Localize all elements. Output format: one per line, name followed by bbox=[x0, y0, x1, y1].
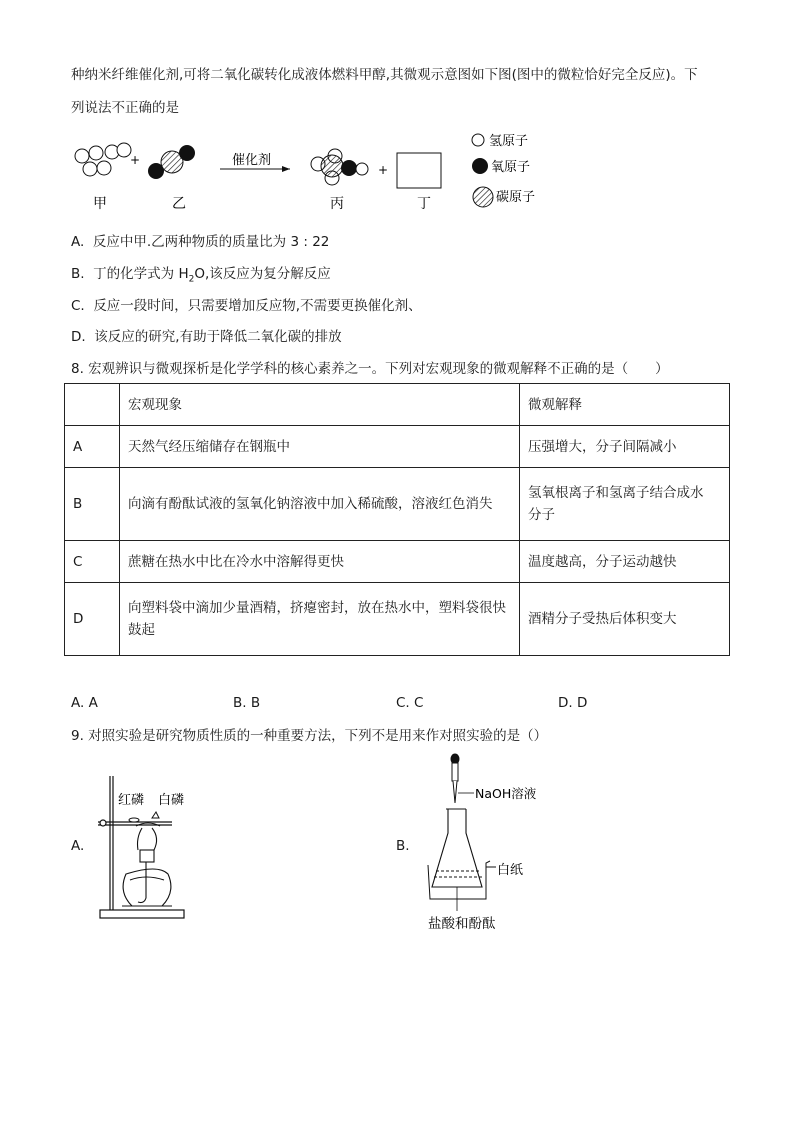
table-row bbox=[65, 583, 730, 656]
oxygen-atom-icon bbox=[472, 158, 488, 174]
product-bing-molecule bbox=[311, 149, 368, 185]
phenomenon-cell: 向滴有酚酞试液的氢氧化钠溶液中加入稀硫酸，溶液红色消失 bbox=[120, 468, 520, 541]
reactant-yi-molecule bbox=[148, 145, 195, 179]
option-letter: C. bbox=[71, 298, 85, 314]
explanation-cell: 压强增大，分子间隔减小 bbox=[520, 426, 730, 468]
catalyst-label: 催化剂 bbox=[232, 153, 272, 168]
option-text-pre: 丁的化学式为 H bbox=[93, 266, 189, 282]
explanation-cell: 酒精分子受热后体积变大 bbox=[520, 583, 730, 656]
q9-stem: 9. 对照实验是研究物质性质的一种重要方法，下列不是用来作对照实验的是（） bbox=[71, 728, 548, 744]
hydrogen-atom-icon bbox=[472, 134, 484, 146]
q7-option-a bbox=[71, 233, 329, 251]
plus-sign-2: + bbox=[378, 163, 389, 177]
label-white-paper: 白纸 bbox=[497, 863, 524, 878]
q8-choice-b: B. B bbox=[233, 695, 261, 711]
atom-legend bbox=[472, 134, 535, 207]
dropper bbox=[451, 754, 459, 803]
alcohol-lamp bbox=[122, 823, 172, 906]
label-naoh-solution: NaOH溶液 bbox=[475, 786, 537, 801]
figure-a-phosphorus-apparatus bbox=[92, 770, 192, 922]
header-cell: 微观解释 bbox=[520, 384, 730, 426]
explanation-line: 分子 bbox=[528, 507, 555, 523]
legend-carbon: 碳原子 bbox=[496, 190, 536, 205]
q9-option-b-letter: B. bbox=[396, 838, 410, 854]
table-row bbox=[65, 426, 730, 468]
option-letter: B. bbox=[71, 266, 85, 282]
subscript: 2 bbox=[188, 274, 195, 285]
option-text: 反应中甲.乙两种物质的质量比为 3 : 22 bbox=[92, 234, 330, 250]
row-key: A bbox=[65, 426, 120, 468]
table-header-row bbox=[65, 384, 730, 426]
legend-oxygen: 氧原子 bbox=[491, 160, 531, 175]
label-acid-phenolphthalein: 盐酸和酚酞 bbox=[428, 916, 496, 932]
label-ding: 丁 bbox=[417, 196, 431, 212]
table-row bbox=[65, 541, 730, 583]
q8-choice-c: C. C bbox=[396, 695, 424, 711]
header-cell: 宏观现象 bbox=[120, 384, 520, 426]
option-text: 反应一段时间，只需要增加反应物,不需要更换催化剂、 bbox=[93, 298, 422, 314]
reaction-diagram bbox=[60, 126, 580, 218]
q8-table bbox=[64, 383, 730, 656]
q8-choice-d: D. D bbox=[558, 695, 588, 711]
header-cell bbox=[65, 384, 120, 426]
reactant-jia-molecules bbox=[75, 143, 131, 176]
q8-stem: 8. 宏观辨识与微观探析是化学学科的核心素养之一。下列对宏观现象的微观解释不正确的是（ ） bbox=[71, 361, 669, 377]
carbon-atom-icon bbox=[473, 187, 493, 207]
label-red-phosphorus: 红磷 bbox=[118, 793, 145, 808]
explanation-line: 氢氧根离子和氢离子结合成水 bbox=[528, 485, 704, 501]
label-yi: 乙 bbox=[172, 196, 186, 212]
q7-stem-line1: 种纳米纤维催化剂,可将二氧化碳转化成液体燃料甲醇,其微观示意图如下图(图中的微粒恰好完全反应)。下 bbox=[71, 67, 698, 83]
phenomenon-line: 向塑料袋中滴加少量酒精，挤瘪密封，放在热水中，塑料袋很快 bbox=[128, 600, 506, 616]
q9-option-a-letter: A. bbox=[71, 838, 85, 854]
label-bing: 丙 bbox=[330, 196, 344, 212]
label-jia: 甲 bbox=[93, 196, 107, 212]
phenomenon-cell: 天然气经压缩储存在钢瓶中 bbox=[120, 426, 520, 468]
q7-option-c bbox=[71, 297, 422, 315]
explanation-cell: 温度越高，分子运动越快 bbox=[520, 541, 730, 583]
table-row bbox=[65, 468, 730, 541]
option-text: 该反应的研究,有助于降低二氧化碳的排放 bbox=[94, 329, 342, 345]
copper-plate-samples bbox=[129, 812, 159, 822]
explanation-cell bbox=[520, 468, 730, 541]
erlenmeyer-flask bbox=[432, 809, 482, 887]
option-letter: A. bbox=[71, 234, 85, 250]
q7-stem-line2: 列说法不正确的是 bbox=[71, 100, 179, 116]
figure-b-titration-flask bbox=[420, 753, 570, 935]
q7-option-d bbox=[71, 328, 342, 346]
arrow-head bbox=[282, 166, 290, 172]
legend-hydrogen: 氢原子 bbox=[489, 134, 529, 149]
option-text-post: O,该反应为复分解反应 bbox=[194, 266, 331, 282]
phenomenon-cell: 蔗糖在热水中比在冷水中溶解得更快 bbox=[120, 541, 520, 583]
row-key: B bbox=[65, 468, 120, 541]
q8-choice-a: A. A bbox=[71, 695, 98, 711]
phenomenon-line: 鼓起 bbox=[128, 622, 155, 638]
phenomenon-cell bbox=[120, 583, 520, 656]
q7-option-b bbox=[71, 265, 331, 289]
row-key: D bbox=[65, 583, 120, 656]
option-letter: D. bbox=[71, 329, 86, 345]
product-ding-box bbox=[397, 153, 441, 188]
row-key: C bbox=[65, 541, 120, 583]
plus-sign-1: + bbox=[130, 153, 141, 167]
label-white-phosphorus: 白磷 bbox=[158, 793, 185, 808]
